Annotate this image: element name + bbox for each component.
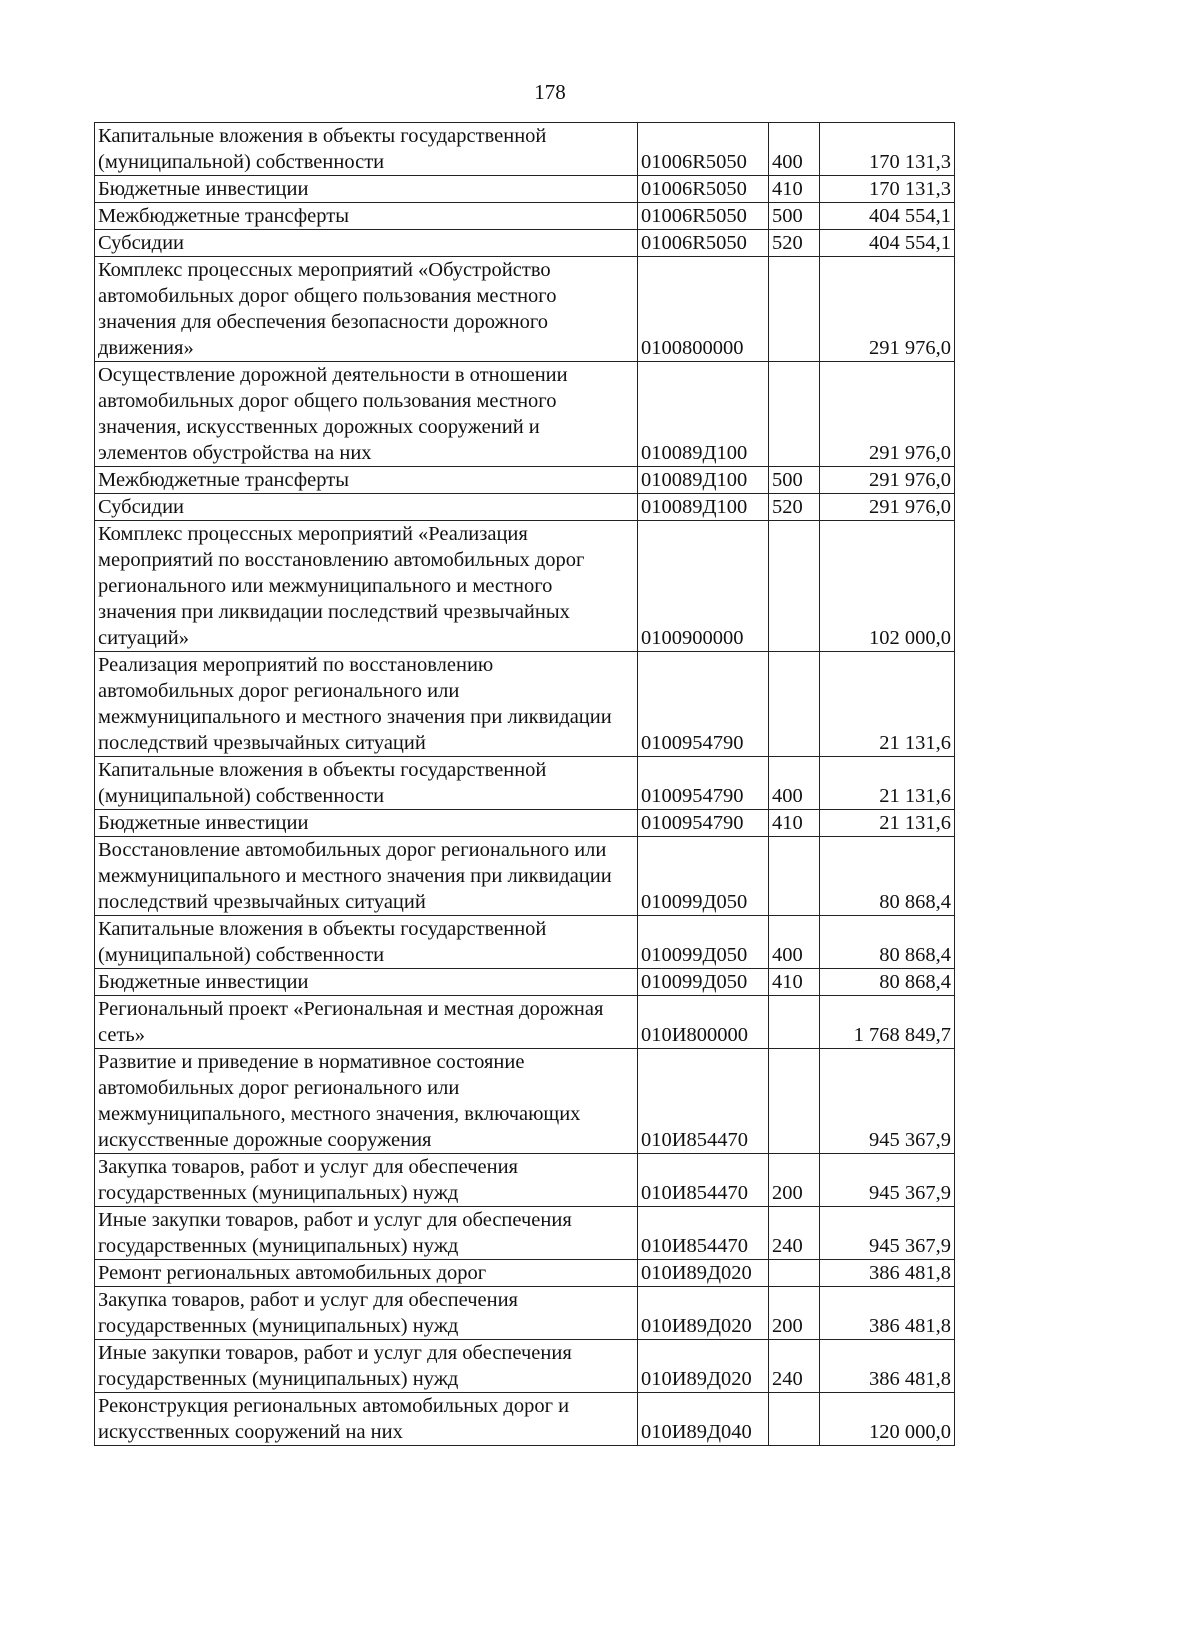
table-row [95,230,955,257]
row-type-cell: 400 [769,916,820,969]
row-code-cell: 010И800000 [638,996,769,1049]
row-code-cell: 0100954790 [638,757,769,810]
row-name-cell: Реализация мероприятий по восстановлению автомобильных дорог регионального или межмуниципального и местного значения при ликвидации последствий чрезвычайных ситуаций [95,652,638,757]
row-name-cell: Закупка товаров, работ и услуг для обеспечения государственных (муниципальных) нужд [95,1154,638,1207]
row-name-cell: Субсидии [95,230,638,257]
row-code-cell: 010И854470 [638,1154,769,1207]
table-row [95,123,955,176]
table-row [95,1393,955,1446]
table-row [95,1287,955,1340]
budget-table-body [95,123,955,1446]
row-code-cell: 010089Д100 [638,467,769,494]
row-code-cell: 010И854470 [638,1049,769,1154]
table-row [95,969,955,996]
table-row [95,810,955,837]
table-row [95,916,955,969]
table-row [95,652,955,757]
table-row [95,494,955,521]
row-sum-cell: 80 868,4 [820,837,955,916]
row-name-cell: Развитие и приведение в нормативное состояние автомобильных дорог регионального или межмуниципального, местного значения, включающих искусственные дорожные сооружения [95,1049,638,1154]
row-type-cell [769,837,820,916]
row-name-cell: Реконструкция региональных автомобильных дорог и искусственных сооружений на них [95,1393,638,1446]
row-name-cell: Капитальные вложения в объекты государственной (муниципальной) собственности [95,757,638,810]
row-code-cell: 0100900000 [638,521,769,652]
row-sum-cell: 170 131,3 [820,176,955,203]
row-name-cell: Иные закупки товаров, работ и услуг для обеспечения государственных (муниципальных) нужд [95,1207,638,1260]
row-code-cell: 010И89Д040 [638,1393,769,1446]
row-sum-cell: 21 131,6 [820,757,955,810]
row-sum-cell: 404 554,1 [820,203,955,230]
row-type-cell [769,1049,820,1154]
row-type-cell [769,521,820,652]
row-type-cell: 410 [769,176,820,203]
row-name-cell: Комплекс процессных мероприятий «Обустройство автомобильных дорог общего пользования местного значения для обеспечения безопасности дорожного движения» [95,257,638,362]
table-row [95,1260,955,1287]
row-code-cell: 010099Д050 [638,969,769,996]
row-sum-cell: 386 481,8 [820,1287,955,1340]
row-name-cell: Комплекс процессных мероприятий «Реализация мероприятий по восстановлению автомобильных дорог регионального или межмуниципального и местного значения при ликвидации последствий чрезвычайных ситуаций» [95,521,638,652]
row-sum-cell: 386 481,8 [820,1340,955,1393]
page-number: 178 [534,80,566,104]
row-code-cell: 0100800000 [638,257,769,362]
row-type-cell: 400 [769,757,820,810]
row-name-cell: Субсидии [95,494,638,521]
row-type-cell: 500 [769,203,820,230]
budget-table [94,122,955,1446]
table-row [95,1154,955,1207]
table-row [95,1049,955,1154]
row-type-cell: 400 [769,123,820,176]
row-code-cell: 0100954790 [638,652,769,757]
row-sum-cell: 21 131,6 [820,810,955,837]
row-name-cell: Региональный проект «Региональная и местная дорожная сеть» [95,996,638,1049]
row-type-cell: 200 [769,1154,820,1207]
table-row [95,1340,955,1393]
row-sum-cell: 21 131,6 [820,652,955,757]
table-row [95,257,955,362]
row-code-cell: 010И89Д020 [638,1260,769,1287]
row-type-cell: 520 [769,230,820,257]
table-row [95,1207,955,1260]
table-row [95,837,955,916]
row-name-cell: Бюджетные инвестиции [95,176,638,203]
row-sum-cell: 1 768 849,7 [820,996,955,1049]
row-code-cell: 01006R5050 [638,230,769,257]
table-row [95,362,955,467]
row-sum-cell: 291 976,0 [820,494,955,521]
table-row [95,203,955,230]
row-type-cell [769,652,820,757]
row-sum-cell: 945 367,9 [820,1049,955,1154]
row-name-cell: Закупка товаров, работ и услуг для обеспечения государственных (муниципальных) нужд [95,1287,638,1340]
row-name-cell: Бюджетные инвестиции [95,810,638,837]
row-sum-cell: 80 868,4 [820,916,955,969]
row-type-cell: 520 [769,494,820,521]
row-name-cell: Капитальные вложения в объекты государственной (муниципальной) собственности [95,123,638,176]
row-code-cell: 010089Д100 [638,362,769,467]
row-code-cell: 010099Д050 [638,837,769,916]
row-code-cell: 010И854470 [638,1207,769,1260]
row-type-cell: 240 [769,1207,820,1260]
row-name-cell: Иные закупки товаров, работ и услуг для обеспечения государственных (муниципальных) нужд [95,1340,638,1393]
row-name-cell: Межбюджетные трансферты [95,467,638,494]
row-sum-cell: 945 367,9 [820,1207,955,1260]
row-name-cell: Межбюджетные трансферты [95,203,638,230]
row-code-cell: 010089Д100 [638,494,769,521]
row-sum-cell: 291 976,0 [820,257,955,362]
row-code-cell: 01006R5050 [638,176,769,203]
row-type-cell [769,996,820,1049]
row-sum-cell: 945 367,9 [820,1154,955,1207]
row-sum-cell: 120 000,0 [820,1393,955,1446]
row-sum-cell: 291 976,0 [820,467,955,494]
row-name-cell: Восстановление автомобильных дорог регионального или межмуниципального и местного значения при ликвидации последствий чрезвычайных ситуаций [95,837,638,916]
row-sum-cell: 102 000,0 [820,521,955,652]
row-name-cell: Капитальные вложения в объекты государственной (муниципальной) собственности [95,916,638,969]
row-type-cell: 240 [769,1340,820,1393]
row-code-cell: 01006R5050 [638,203,769,230]
row-code-cell: 010И89Д020 [638,1340,769,1393]
table-row [95,467,955,494]
row-type-cell [769,1260,820,1287]
table-row [95,176,955,203]
row-code-cell: 0100954790 [638,810,769,837]
row-type-cell [769,1393,820,1446]
row-type-cell [769,257,820,362]
table-row [95,996,955,1049]
row-type-cell: 500 [769,467,820,494]
row-sum-cell: 386 481,8 [820,1260,955,1287]
table-row [95,521,955,652]
row-sum-cell: 170 131,3 [820,123,955,176]
row-code-cell: 010И89Д020 [638,1287,769,1340]
row-code-cell: 010099Д050 [638,916,769,969]
row-type-cell [769,362,820,467]
row-type-cell: 200 [769,1287,820,1340]
row-sum-cell: 404 554,1 [820,230,955,257]
row-code-cell: 01006R5050 [638,123,769,176]
row-type-cell: 410 [769,810,820,837]
table-row [95,757,955,810]
row-name-cell: Бюджетные инвестиции [95,969,638,996]
row-name-cell: Осуществление дорожной деятельности в отношении автомобильных дорог общего пользования местного значения, искусственных дорожных сооружений и элементов обустройства на них [95,362,638,467]
row-name-cell: Ремонт региональных автомобильных дорог [95,1260,638,1287]
row-type-cell: 410 [769,969,820,996]
row-sum-cell: 291 976,0 [820,362,955,467]
row-sum-cell: 80 868,4 [820,969,955,996]
